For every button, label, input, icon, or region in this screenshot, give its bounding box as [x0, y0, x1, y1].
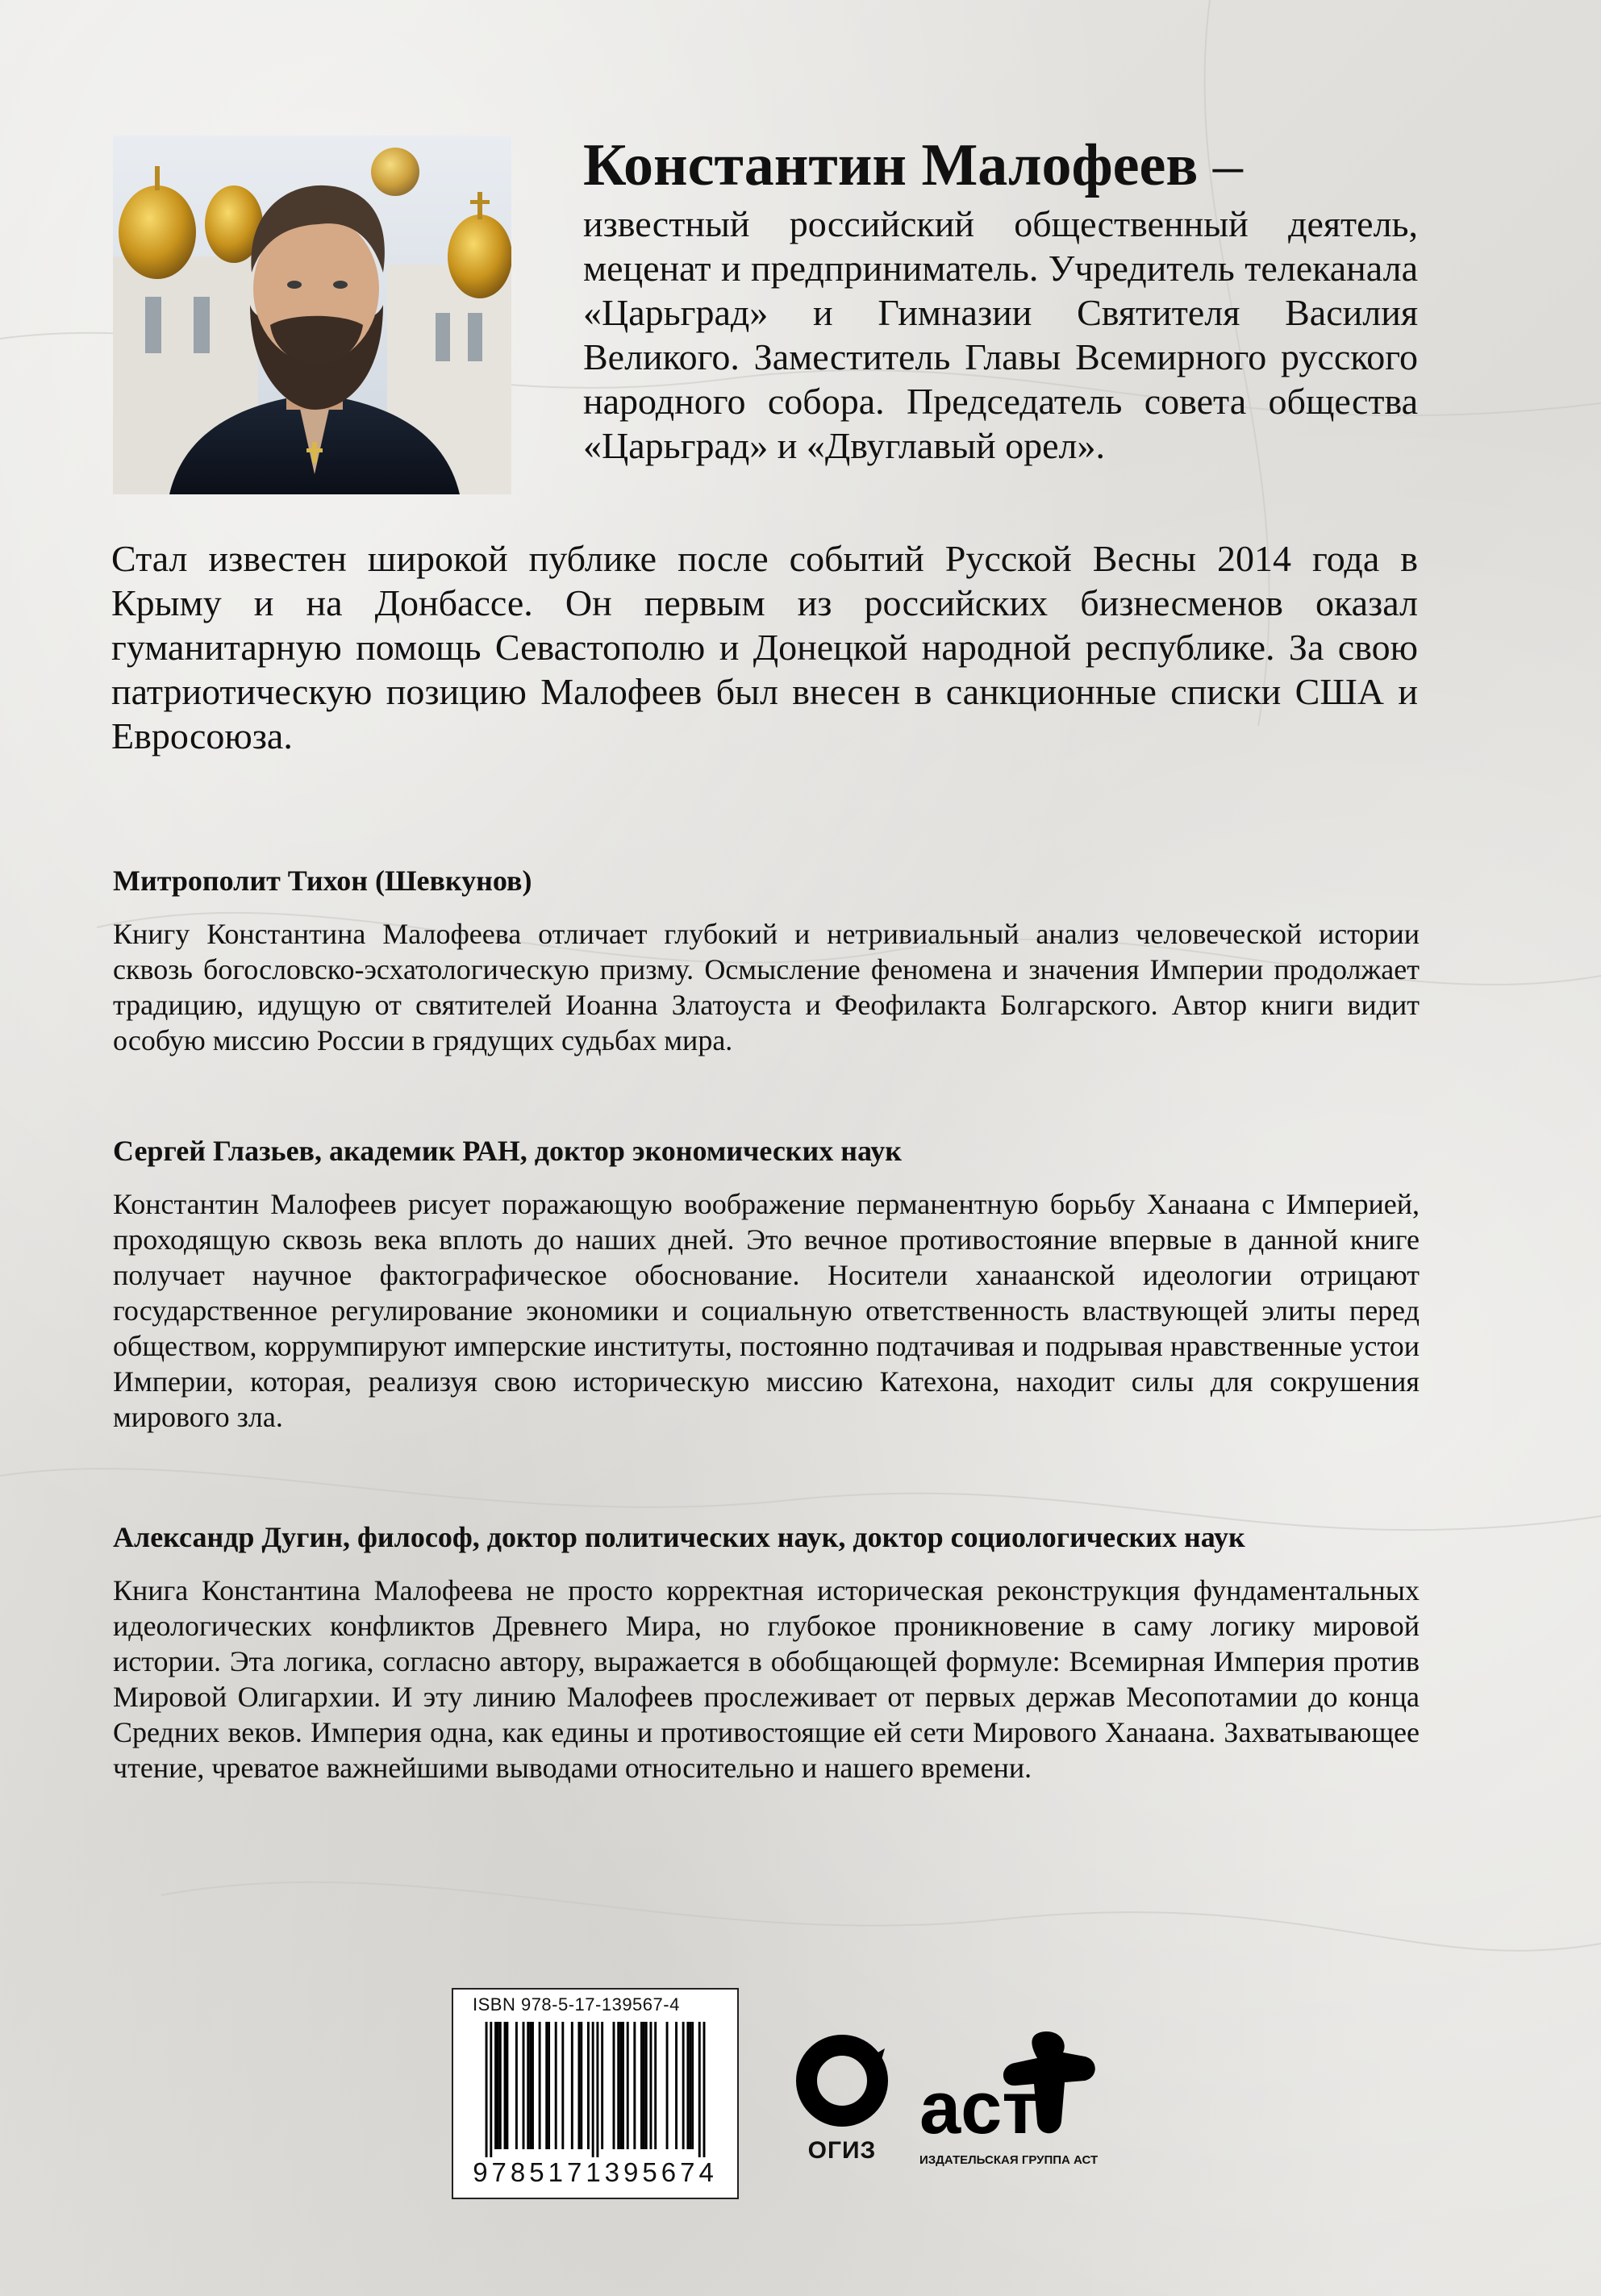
- barcode-bar: [499, 2022, 502, 2149]
- review-author: Александр Дугин, философ, доктор политических наук, доктор социологических наук: [113, 1521, 1245, 1553]
- barcode-bar: [643, 2022, 645, 2149]
- barcode-bar: [645, 2022, 648, 2149]
- barcode-bar: [689, 2022, 691, 2149]
- barcode-bar: [622, 2022, 624, 2149]
- review-author: Сергей Глазьев, академик РАН, доктор экономических наук: [113, 1135, 902, 1167]
- barcode-bar: [654, 2022, 657, 2149]
- barcode-bar: [561, 2022, 564, 2149]
- barcode-bar: [596, 2022, 598, 2157]
- review-text: Книга Константина Малофеева не просто корректная историческая реконструкция фундаментальных идеологических конфликтов Древнего Мира, но глубокое проникновение в саму логику мировой истории. Эта логика, согласно автору, выражается в обобщающей формуле: Всемирная Империя против Мировой Олигархии. И эту линию Малофеев прослеживает от первых держав Месопотамии до конца Средних веков. Империя одна, как едины и противостоящие ей сети Мирового Ханаана. Захватывающее чтение, чреватое важнейшими выводами относительно и нашего времени.: [113, 1574, 1420, 1784]
- barcode-bar: [619, 2022, 622, 2149]
- barcode-bar: [613, 2022, 615, 2149]
- barcode-bar: [703, 2022, 706, 2157]
- barcode-bar: [686, 2022, 689, 2149]
- barcode-bar: [592, 2022, 594, 2157]
- barcode-bar: [527, 2022, 529, 2149]
- barcode-bar: [571, 2022, 573, 2149]
- author-bio-intro: известный российский общественный деятель, меценат и предприниматель. Учредитель телеканала «Царьград» и Гимназии Святителя Василия Великого. Заместитель Главы Всемирного русского народного собора. Председатель совета общества «Царьград» и «Двуглавый орел».: [583, 203, 1418, 466]
- barcode-bar: [532, 2022, 534, 2149]
- barcode-bar: [587, 2022, 590, 2149]
- barcode-bar: [504, 2022, 507, 2149]
- ogiz-logo-icon: [794, 2024, 890, 2137]
- barcode-icon: [460, 2022, 731, 2157]
- barcode-bar: [666, 2022, 669, 2149]
- barcode-bar: [698, 2022, 701, 2157]
- barcode-bar: [490, 2022, 492, 2157]
- barcode-bar: [577, 2022, 580, 2149]
- barcode-bar: [649, 2022, 652, 2149]
- author-name-dash: –: [1212, 132, 1243, 198]
- review-text: Книгу Константина Малофеева отличает глубокий и нетривиальный анализ человеческой истории сквозь богословско-эсхатологическую призму. Осмысление феномена и значения Империи продолжает традицию, идущую от святителей Иоанна Златоуста и Феофилакта Болгарского. Автор книги видит особую миссию России в грядущих судьбах мира.: [113, 918, 1420, 1056]
- ast-logo: [919, 2024, 1113, 2177]
- barcode-bar: [548, 2022, 550, 2149]
- barcode-bar: [640, 2022, 643, 2149]
- author-photo-icon: [113, 135, 511, 494]
- barcode-bar: [633, 2022, 636, 2149]
- ogiz-logo-text: ОГИЗ: [807, 2137, 877, 2164]
- barcode-bar: [627, 2022, 629, 2149]
- review-glazyev: [113, 1133, 1420, 1435]
- barcode-bar: [494, 2022, 497, 2149]
- isbn-label: ISBN 978-5-17-139567-4: [473, 1994, 680, 2015]
- barcode-bar: [682, 2022, 685, 2149]
- barcode-bar: [515, 2022, 518, 2149]
- author-name: Константин Малофеев: [583, 132, 1199, 198]
- barcode-bar: [555, 2022, 557, 2149]
- review-author: Митрополит Тихон (Шевкунов): [113, 865, 532, 897]
- barcode-bar: [506, 2022, 508, 2149]
- barcode-digits: 9785171395674: [473, 2157, 718, 2187]
- ast-logo-icon: [919, 2024, 1113, 2145]
- ast-caption: ИЗДАТЕЛЬСКАЯ ГРУППА АСТ: [919, 2153, 1099, 2167]
- barcode-bar: [497, 2022, 499, 2149]
- author-bio-continued: Стал известен широкой публике после событий Русской Весны 2014 года в Крыму и на Донбассе. Он первым из российских бизнесменов оказал гуманитарную помощь Севастополю и Донецкой народной республике. За свою патриотическую позицию Малофеев был внесен в санкционные списки США и Евросоюза.: [111, 538, 1418, 756]
- barcode-bar: [601, 2022, 603, 2149]
- barcode-bar: [539, 2022, 541, 2149]
- barcode-bar: [523, 2022, 525, 2149]
- isbn-barcode: [452, 1988, 739, 2199]
- barcode-bar: [617, 2022, 619, 2149]
- barcode-bar: [486, 2022, 488, 2157]
- review-text: Константин Малофеев рисует поражающую воображение перманентную борьбу Ханаана с Империей, проходящую сквозь века вплоть до наших дней. Это вечное противостояние впервые в данной книге получает научное фактографическое обоснование. Носители ханаанской идеологии отрицают государственное регулирование экономики и социальную ответственность властвующей элиты перед обществом, коррумпируют имперские институты, постоянно подтачивая и подрывая нравственные устои Империи, которая, реализуя свою историческую миссию Катехона, находит силы для сокрушения мирового зла.: [113, 1188, 1420, 1433]
- author-name-heading: [583, 129, 1422, 202]
- barcode-bar: [545, 2022, 548, 2149]
- ogiz-logo: [794, 2024, 890, 2169]
- review-dugin: [113, 1519, 1420, 1786]
- ast-logo-text: аст: [919, 2067, 1039, 2145]
- barcode-bar: [675, 2022, 678, 2149]
- barcode-bar: [691, 2022, 694, 2149]
- barcode-bar: [529, 2022, 532, 2149]
- review-tikhon: [113, 863, 1420, 1058]
- barcode-bar: [580, 2022, 582, 2149]
- author-photo: [113, 135, 511, 494]
